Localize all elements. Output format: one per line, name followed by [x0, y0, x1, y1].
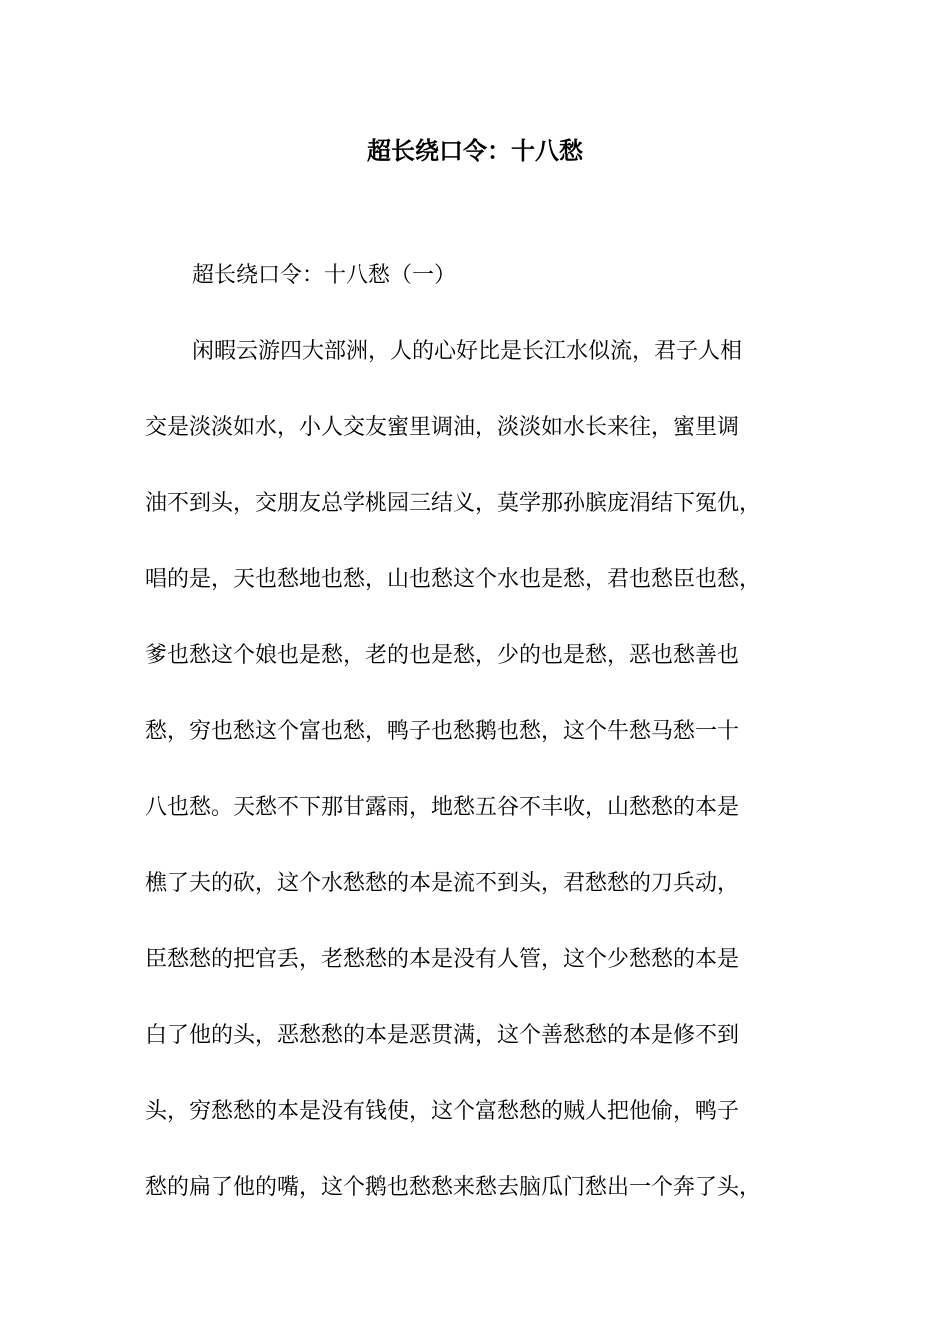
body-line: 油不到头，交朋友总学桃园三结义，莫学那孙膑庞涓结下冤仇， [145, 491, 762, 516]
body-line: 闲暇云游四大部洲，人的心好比是长江水似流，君子人相 [192, 339, 743, 364]
body-line: 爹也愁这个娘也是愁，老的也是愁，少的也是愁，恶也愁善也 [145, 643, 740, 668]
body-line: 唱的是，天也愁地也愁，山也愁这个水也是愁，君也愁臣也愁， [145, 567, 762, 592]
body-line: 八也愁。天愁不下那甘露雨，地愁五谷不丰收，山愁愁的本是 [145, 795, 740, 820]
body-line: 愁，穷也愁这个富也愁，鸭子也愁鹅也愁，这个牛愁马愁一十 [145, 719, 740, 744]
body-line: 臣愁愁的把官丢，老愁愁的本是没有人管，这个少愁愁的本是 [145, 947, 740, 972]
body-line: 樵了夫的砍，这个水愁愁的本是流不到头，君愁愁的刀兵动， [145, 871, 740, 896]
body-line: 头，穷愁愁的本是没有钱使，这个富愁愁的贼人把他偷，鸭子 [145, 1099, 740, 1124]
body-line: 白了他的头，恶愁愁的本是恶贯满，这个善愁愁的本是修不到 [145, 1023, 740, 1048]
section-heading: 超长绕口令：十八愁（一） [192, 263, 457, 288]
body-line: 愁的扁了他的嘴，这个鹅也愁愁来愁去脑瓜门愁出一个奔了头， [145, 1175, 762, 1200]
body-line: 交是淡淡如水，小人交友蜜里调油，淡淡如水长来往，蜜里调 [145, 415, 740, 440]
document-title: 超长绕口令：十八愁 [367, 136, 583, 165]
